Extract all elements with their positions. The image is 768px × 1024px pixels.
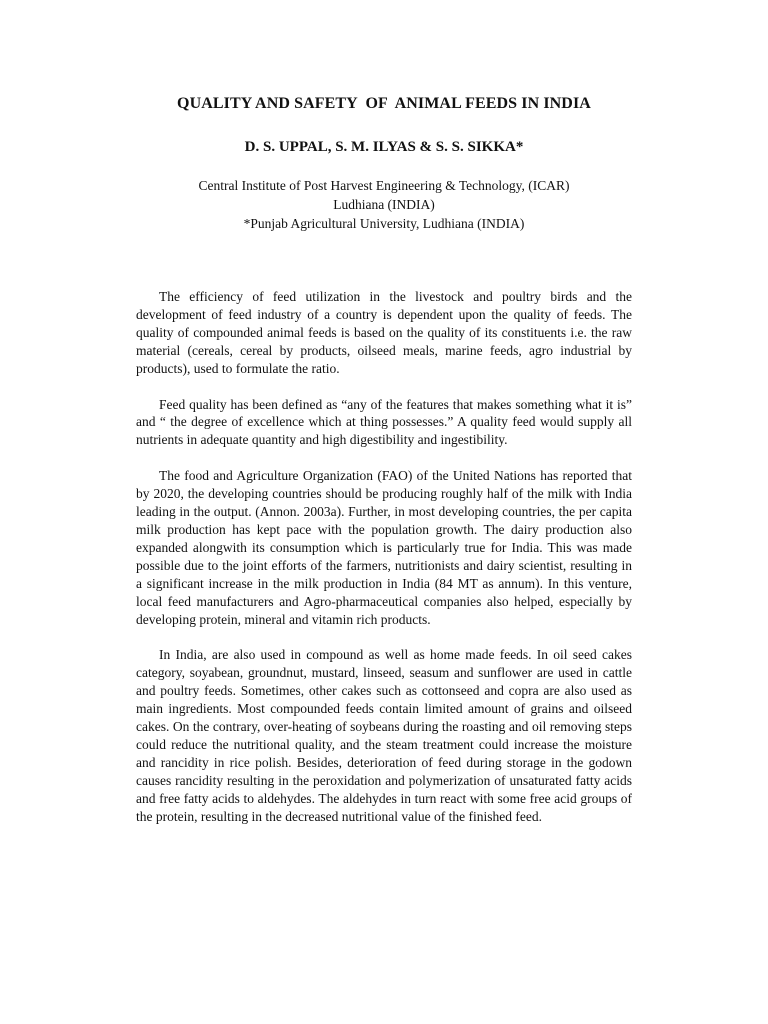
document-body <box>136 288 632 843</box>
document-authors: D. S. UPPAL, S. M. ILYAS & S. S. SIKKA* <box>244 139 524 155</box>
body-paragraph: In India, are also used in compound as well as home made feeds. In oil seed cakes category, soyabean, groundnut, mustard, linseed, seasum and sunflower are used in cattle and poultry feeds. Sometimes, other cakes such as cottonseed and copra are also used as main ingredients. Most compounded feeds contain limited amount of grains and oilseed cakes. On the contrary, over-heating of soybeans during the roasting and oil removing steps could reduce the nutritional quality, and the steam treatment could increase the moisture and rancidity in rice polish. Besides, deterioration of feed during storage in the godown causes rancidity resulting in the peroxidation and polymerization of unsaturated fatty acids and free fatty acids to aldehydes. The aldehydes in turn react with some free acid groups of the protein, resulting in the decreased nutritional value of the finished feed. <box>136 647 632 824</box>
body-paragraph: Feed quality has been defined as “any of the features that makes something what it is” and “ the degree of excellence which at thing possesses.” A quality feed would supply all nutrients in adequate quantity and high digestibility and ingestibility. <box>136 396 632 448</box>
affiliation-line: Central Institute of Post Harvest Engineering & Technology, (ICAR) <box>198 178 570 193</box>
affiliation-line: *Punjab Agricultural University, Ludhiana (INDIA) <box>243 216 525 231</box>
document-title: QUALITY AND SAFETY OF ANIMAL FEEDS IN INDIA <box>177 95 591 112</box>
body-paragraph: The food and Agriculture Organization (FAO) of the United Nations has reported that by 2020, the developing countries should be producing roughly half of the milk with India leading in the output. (Annon. 2003a). Further, in most developing countries, the per capita milk production has kept pace with the population growth. The dairy production also expanded alongwith its consumption which is particularly true for India. This was made possible due to the joint efforts of the farmers, nutritionists and dairy scientist, resulting in a significant increase in the milk production in India (84 MT as annum). In this venture, local feed manufacturers and Agro-pharmaceutical companies also helped, especially by developing protein, mineral and vitamin rich products. <box>136 468 632 627</box>
affiliation-block <box>0 176 768 233</box>
body-paragraph: The efficiency of feed utilization in the livestock and poultry birds and the development of feed industry of a country is dependent upon the quality of feeds. The quality of compounded animal feeds is based on the quality of its constituents i.e. the raw material (cereals, cereal by products, oilseed meals, marine feeds, agro industrial by products), used to formulate the ratio. <box>136 289 632 376</box>
affiliation-line: Ludhiana (INDIA) <box>333 197 435 212</box>
